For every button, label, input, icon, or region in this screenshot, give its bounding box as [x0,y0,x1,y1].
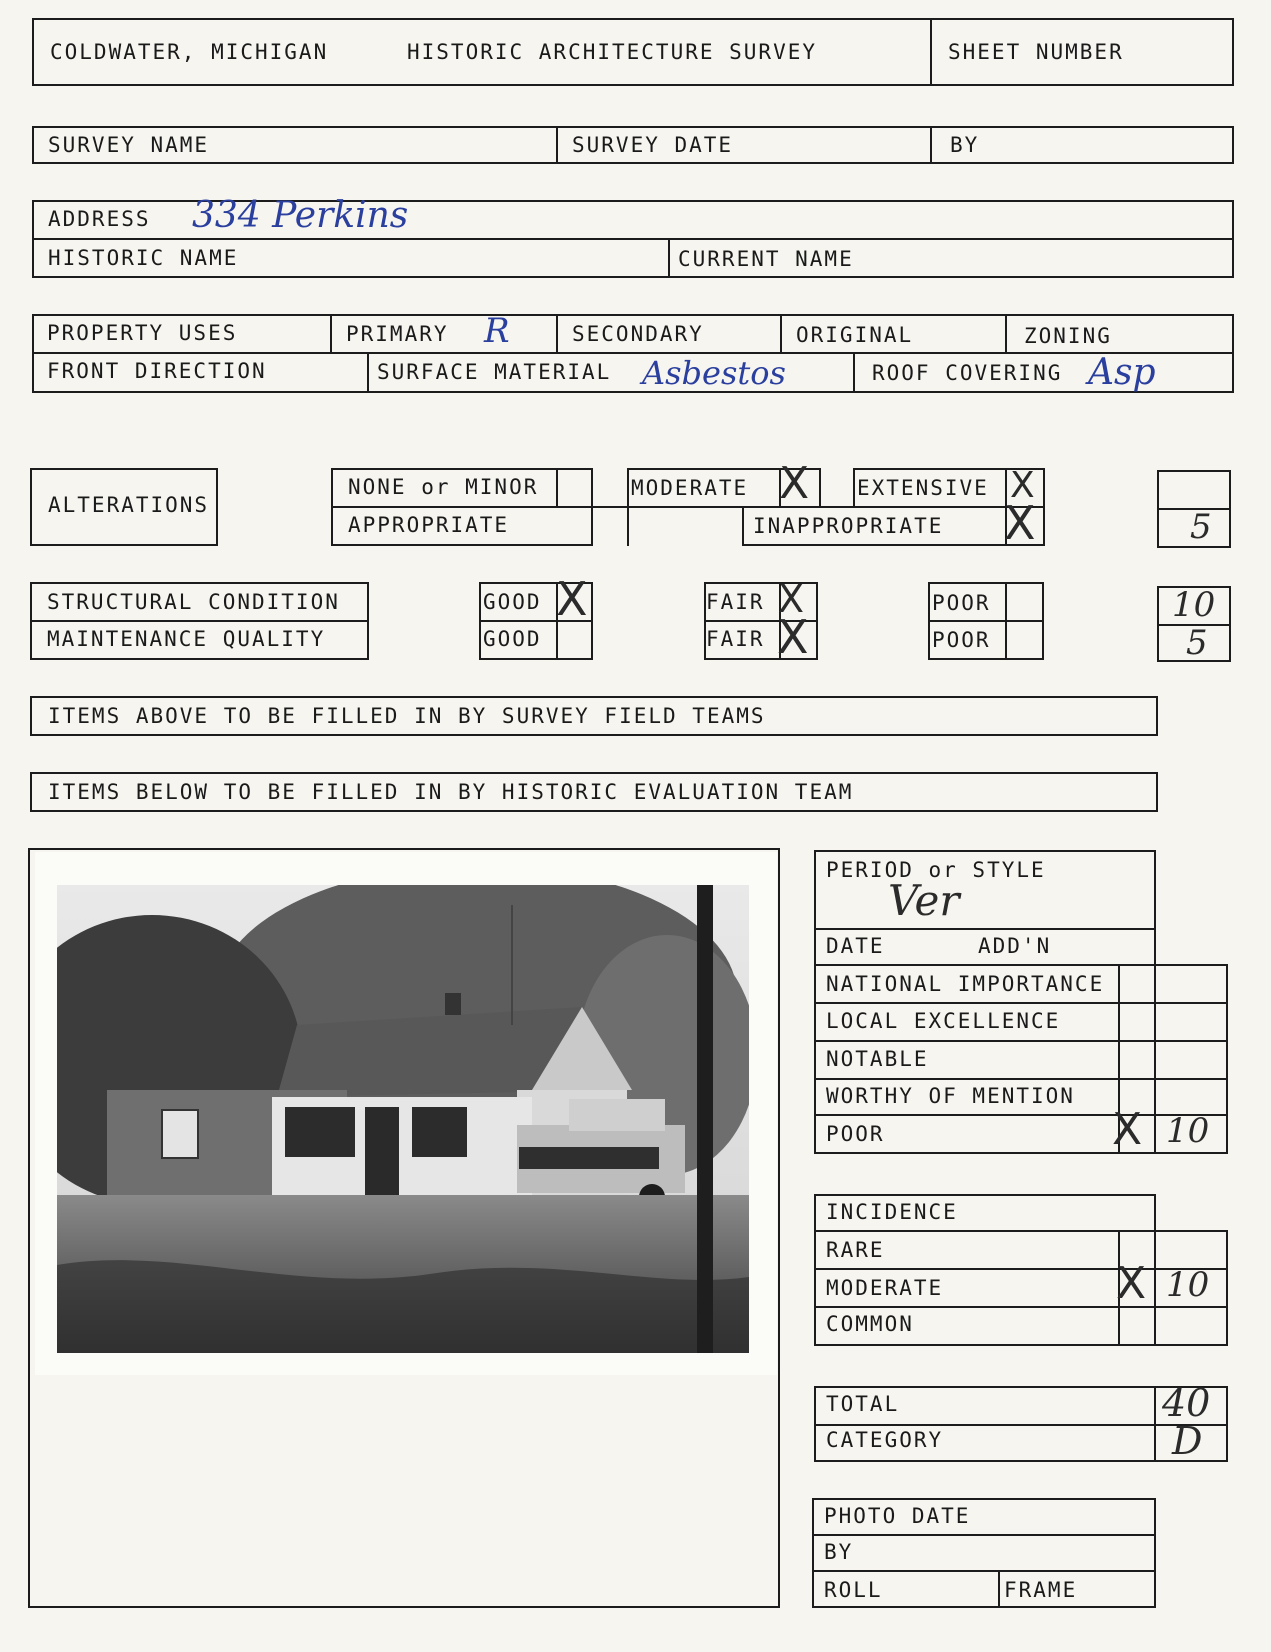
date-label: DATE [826,934,885,958]
porch-door [365,1107,399,1195]
porch-window-1 [285,1107,355,1157]
zoning-label: ZONING [1024,324,1112,348]
structural-good-label: GOOD [483,590,542,614]
sheet-number-label: SHEET NUMBER [948,40,1124,64]
incidence-div-1 [814,1230,1228,1232]
roof-covering-label: ROOF COVERING [872,361,1063,385]
roll-label: ROLL [824,1578,883,1602]
incidence-col-2 [1226,1230,1228,1346]
none-minor-label: NONE or MINOR [348,475,539,499]
photo-date-label: PHOTO DATE [824,1504,971,1528]
note-above: ITEMS ABOVE TO BE FILLED IN BY SURVEY FIELD TEAMS [48,704,766,728]
property-uses-label: PROPERTY USES [47,321,238,345]
none-minor-checkbox-divider [556,468,558,506]
survey-name-label: SURVEY NAME [48,133,210,157]
photo-info-div-2 [812,1570,1156,1572]
inappropriate-mark: X [1004,496,1036,550]
utility-pole [697,885,713,1353]
eval-div-1 [814,928,1156,930]
property-div-6 [853,352,855,393]
eval-div-4 [814,1040,1228,1042]
eval-div-5 [814,1078,1228,1080]
structural-fair-label: FAIR [706,590,765,614]
photo-info-col [998,1570,1000,1608]
address-value: 334 Perkins [192,195,409,236]
totals-col [1154,1386,1156,1462]
survey-date-label: SURVEY DATE [572,133,734,157]
rare-label: RARE [826,1238,885,1262]
side-window [162,1110,198,1158]
original-label: ORIGINAL [796,323,914,347]
period-style-label: PERIOD or STYLE [826,858,1046,882]
primary-value: R [484,311,510,351]
incidence-div-3 [814,1306,1228,1308]
incidence-label: INCIDENCE [826,1200,958,1224]
alterations-label: ALTERATIONS [48,493,210,517]
alterations-moderate-mark: X [779,458,810,509]
total-value: 40 [1162,1381,1211,1425]
survey-divider-1 [556,126,558,164]
eval-div-3 [814,1002,1228,1004]
structural-condition-label: STRUCTURAL CONDITION [47,590,340,614]
extensive-label: EXTENSIVE [857,476,989,500]
incidence-moderate-mark: X [1116,1258,1147,1309]
appropriate-right-edge [627,506,629,546]
notable-label: NOTABLE [826,1047,929,1071]
eval-poor-label: POOR [826,1122,885,1146]
alterations-moderate-label: MODERATE [631,476,749,500]
structural-good-mark: X [556,572,588,626]
category-label: CATEGORY [826,1428,944,1452]
structural-poor-label: POOR [932,591,991,615]
property-div-3 [780,314,782,352]
photo-info-div-1 [812,1534,1156,1536]
maintenance-good-label: GOOD [483,627,542,651]
worthy-label: WORTHY OF MENTION [826,1084,1075,1108]
property-row-divider [32,352,1234,354]
eval-poor-score: 10 [1166,1111,1210,1151]
incidence-moderate-score: 10 [1166,1265,1210,1305]
eval-div-7 [814,1152,1228,1154]
national-importance-label: NATIONAL IMPORTANCE [826,972,1105,996]
structural-fair-mark: X [778,577,805,621]
category-value: D [1172,1419,1203,1463]
property-div-4 [1005,314,1007,352]
primary-label: PRIMARY [346,322,449,346]
eval-poor-mark: X [1112,1104,1143,1155]
property-div-5 [367,352,369,393]
address-row-divider [32,238,1234,240]
historic-name-label: HISTORIC NAME [48,246,239,270]
incidence-div-4 [814,1344,1228,1346]
photo-mount [35,852,777,1375]
survey-by-label: BY [950,133,980,157]
surface-material-label: SURFACE MATERIAL [377,360,612,384]
note-below: ITEMS BELOW TO BE FILLED IN BY HISTORIC EVALUATION TEAM [48,780,854,804]
period-style-value: Ver [888,876,960,925]
maintenance-fair-label: FAIR [706,627,765,651]
truck-tailgate [519,1147,659,1169]
house-photo [57,885,749,1353]
poor-row-divider [928,620,1044,622]
maintenance-quality-label: MAINTENANCE QUALITY [47,627,326,651]
surface-material-value: Asbestos [642,354,786,392]
header-divider [930,18,932,86]
local-excellence-label: LOCAL EXCELLENCE [826,1009,1061,1033]
maintenance-poor-label: POOR [932,628,991,652]
address-col-divider [668,238,670,278]
total-label: TOTAL [826,1392,900,1416]
structural-score: 10 [1172,585,1216,625]
header-title: HISTORIC ARCHITECTURE SURVEY [407,40,818,64]
property-div-1 [330,314,332,352]
survey-divider-2 [930,126,932,164]
secondary-label: SECONDARY [572,322,704,346]
extensive-mark: X [1010,465,1035,506]
alterations-score: 5 [1190,507,1212,547]
maintenance-score: 5 [1186,623,1208,663]
roof-covering-value: Asp [1088,352,1156,393]
appropriate-label: APPROPRIATE [348,513,510,537]
porch-window-2 [412,1107,467,1157]
current-name-label: CURRENT NAME [678,247,854,271]
truck-cab [569,1099,665,1131]
condition-label-divider [30,620,369,622]
header-city: COLDWATER, MICHIGAN [50,40,329,64]
frame-label: FRAME [1004,1578,1078,1602]
maintenance-fair-mark: X [777,610,809,664]
eval-div-2 [814,964,1228,966]
addn-label: ADD'N [978,934,1052,958]
none-minor-row-divider [331,506,629,508]
poor-checkbox-divider [1005,582,1007,660]
address-label: ADDRESS [48,207,151,231]
incidence-moderate-label: MODERATE [826,1276,944,1300]
chimney [445,993,461,1015]
property-div-2 [556,314,558,352]
common-label: COMMON [826,1312,914,1336]
photo-by-label: BY [824,1540,854,1564]
inappropriate-label: INAPPROPRIATE [753,514,944,538]
front-direction-label: FRONT DIRECTION [47,359,267,383]
eval-col-2 [1226,964,1228,1154]
